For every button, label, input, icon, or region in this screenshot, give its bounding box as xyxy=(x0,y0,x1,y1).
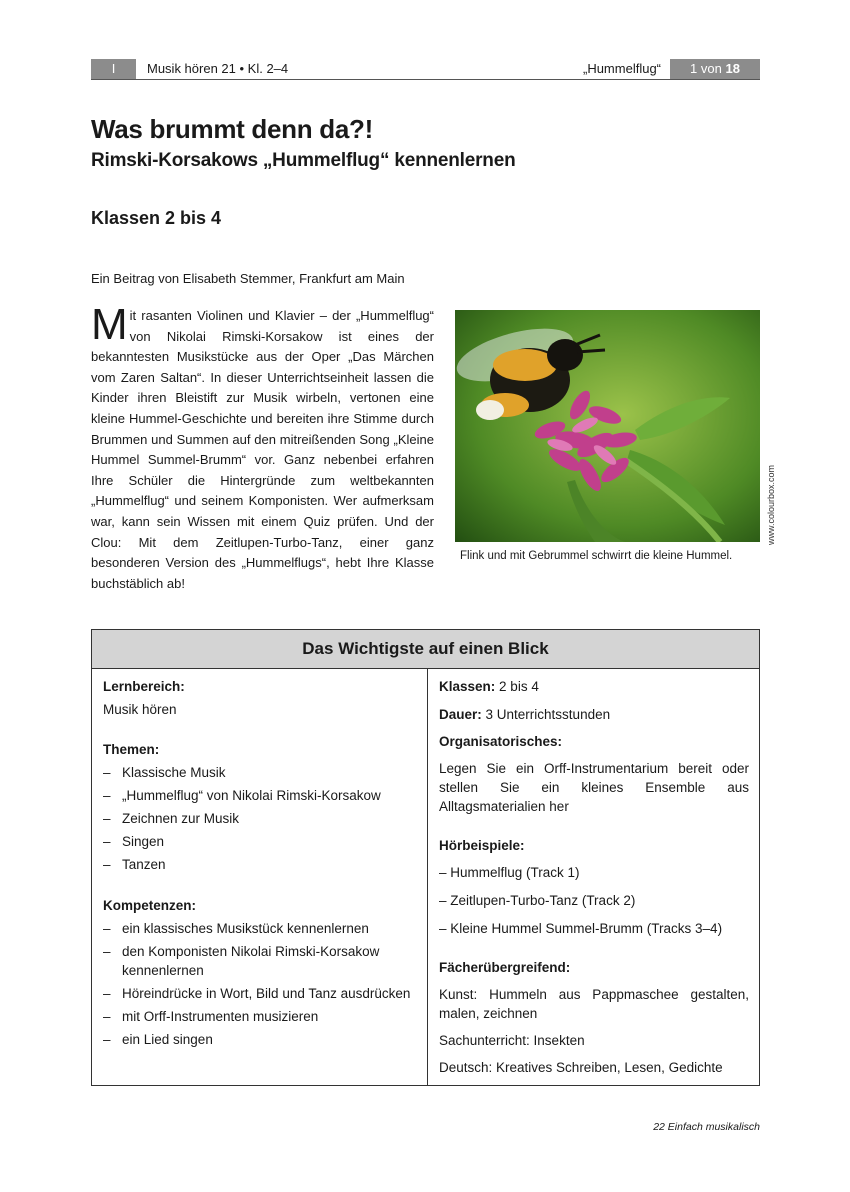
lernbereich-value: Musik hören xyxy=(103,702,177,717)
themen-label: Themen: xyxy=(103,742,160,757)
list-item: Deutsch: Kreatives Schreiben, Lesen, Gedichte xyxy=(439,1060,723,1075)
list-item: – Höreindrücke in Wort, Bild und Tanz ausdrücken xyxy=(103,986,411,1001)
hoer-label: Hörbeispiele: xyxy=(439,838,525,853)
org-block xyxy=(439,732,749,816)
grades-heading: Klassen 2 bis 4 xyxy=(91,208,222,228)
page-footer: 22 Einfach musikalisch xyxy=(653,1121,760,1133)
list-item: – Hummelflug (Track 1) xyxy=(439,865,580,880)
page-counter xyxy=(670,59,760,79)
org-text: Legen Sie ein Orff-Instrumentarium bereit oder stellen Sie ein kleines Ensemble aus Alltagsmaterialien her xyxy=(439,761,749,814)
photo-credit: www.colourbox.com xyxy=(766,464,776,545)
overview-box xyxy=(91,629,760,1086)
intro-paragraph xyxy=(91,300,434,594)
faecher-label: Fächerübergreifend: xyxy=(439,960,571,975)
bumblebee-photo xyxy=(455,310,760,542)
dauer-row xyxy=(439,705,749,724)
page-prefix: 1 von xyxy=(690,61,722,76)
themen-block xyxy=(103,740,417,874)
dauer-value: 3 Unterrichtsstunden xyxy=(485,707,611,722)
header-divider xyxy=(91,79,760,80)
section-number: I xyxy=(91,59,136,79)
dropcap: M xyxy=(91,300,128,349)
list-item: – mit Orff-Instrumenten musizieren xyxy=(103,1009,319,1024)
overview-heading: Das Wichtigste auf einen Blick xyxy=(92,630,759,669)
list-item: – den Komponisten Nikolai Rimski-Korsakow kennenlernen xyxy=(103,944,380,978)
faecher-block xyxy=(439,958,749,1077)
list-item: – Kleine Hummel Summel-Brumm (Tracks 3–4) xyxy=(439,921,723,936)
kompetenzen-list xyxy=(103,919,417,1049)
page-total: 18 xyxy=(725,61,740,76)
list-item: – Zeichnen zur Musik xyxy=(103,811,240,826)
lernbereich-label: Lernbereich: xyxy=(103,679,185,694)
bumblebee-illustration xyxy=(455,310,760,542)
list-item: – ein Lied singen xyxy=(103,1032,213,1047)
list-item: – „Hummelflug“ von Nikolai Rimski-Korsakow xyxy=(103,788,381,803)
kompetenzen-label: Kompetenzen: xyxy=(103,898,197,913)
list-item: – ein klassisches Musikstück kennenlernen xyxy=(103,921,369,936)
list-item: – Singen xyxy=(103,834,165,849)
themen-list xyxy=(103,763,417,874)
header-series: Musik hören 21 • Kl. 2–4 xyxy=(147,61,289,76)
list-item: – Tanzen xyxy=(103,857,166,872)
list-item: Sachunterricht: Insekten xyxy=(439,1033,585,1048)
page-title: Was brummt denn da?! xyxy=(91,114,373,144)
kompetenzen-block xyxy=(103,896,417,1049)
klassen-row xyxy=(439,677,749,696)
list-item: – Zeitlupen-Turbo-Tanz (Track 2) xyxy=(439,893,636,908)
author-line: Ein Beitrag von Elisabeth Stemmer, Frankfurt am Main xyxy=(91,271,405,286)
header-topic: „Hummelflug“ xyxy=(582,61,661,76)
page-header xyxy=(91,59,760,79)
lernbereich-block xyxy=(103,677,417,719)
dauer-label: Dauer: xyxy=(439,707,482,722)
list-item: – Klassische Musik xyxy=(103,765,226,780)
overview-left-column xyxy=(92,669,428,1085)
klassen-value: 2 bis 4 xyxy=(499,679,539,694)
hoer-block xyxy=(439,836,749,938)
org-label: Organisatorisches: xyxy=(439,734,563,749)
page-subtitle: Rimski-Korsakows „Hummelflug“ kennenlernen xyxy=(91,150,516,171)
list-item: Kunst: Hummeln aus Pappmaschee gestalten, malen, zeichnen xyxy=(439,987,749,1021)
intro-text: it rasanten Violinen und Klavier – der „Hummelflug“ von Nikolai Rimski-Korsakow ist eines der bekanntesten Musikstücke aus der Oper „Das Märchen vom Zaren Saltan“. In dieser Unterrichtseinheit lassen die Kinder ihren Bleistift zur Musik wirbeln, vertonen eine kleine Hummel-Geschichte und bereiten ihre Stimme durch Brummen und Summen auf den mitreißenden Song „Kleine Hummel Summel-Brumm“ vor. Ganz nebenbei erfahren Ihre Schüler die Hintergründe zum weltbekannten „Hummelflug“ und seinem Komponisten. Wer aufmerksam war, kann sein Wissen mit einem Quiz prüfen. Und der Clou: Mit dem Zeitlupen-Turbo-Tanz, einer ganz besonderen Version des „Hummelflugs“, hebt Ihre Klasse buchstäblich ab! xyxy=(91,308,434,591)
klassen-label: Klassen: xyxy=(439,679,496,694)
overview-right-column xyxy=(428,669,759,1085)
photo-caption: Flink und mit Gebrummel schwirrt die kleine Hummel. xyxy=(460,550,733,562)
